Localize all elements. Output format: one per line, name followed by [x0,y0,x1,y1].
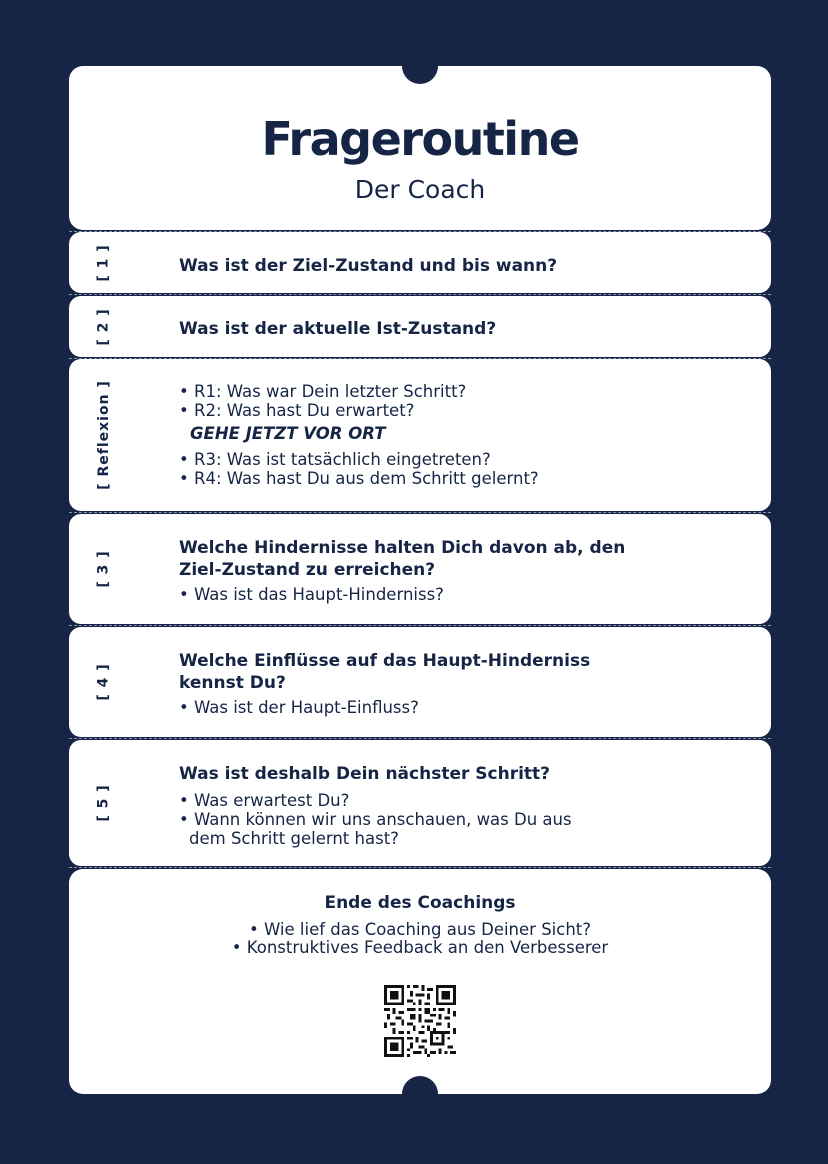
brand-logo: Frageroutine [261,112,579,166]
question-text: kennst Du? [179,673,286,693]
bullet-item: • Was ist der Haupt-Einfluss? [179,698,419,717]
bullet-continuation: dem Schritt gelernt hast? [189,829,399,848]
step-content-reflexion [179,382,649,488]
top-notch [402,48,438,84]
bullet-item: • Was erwartest Du? [179,791,350,810]
page-subtitle: Der Coach [354,175,486,204]
bullet-item: • R2: Was hast Du erwartet? [179,401,415,420]
step-label-5: [ 5 ] [95,784,112,822]
question-text: Was ist der Ziel-Zustand und bis wann? [179,256,558,276]
bullet-item: • R4: Was hast Du aus dem Schritt gelernt? [179,469,539,488]
question-text: Ziel-Zustand zu erreichen? [179,560,436,580]
dashed-divider [69,358,771,359]
step-content-3 [179,537,649,604]
step-label-2: [ 2 ] [95,307,112,346]
dashed-divider [69,625,771,626]
end-bullet: • Wie lief das Coaching aus Deiner Sicht? [248,920,592,939]
step-content-5 [179,763,649,848]
qr-code-icon[interactable] [384,985,456,1057]
step-label-reflexion: [ Reflexion ] [96,380,112,490]
step-content-2 [179,318,649,340]
question-text: Welche Hindernisse halten Dich davon ab, den [179,538,626,558]
step-content-4 [179,650,649,717]
bullet-item: • R1: Was war Dein letzter Schritt? [179,382,467,401]
end-title: Ende des Coachings [324,893,516,913]
bullet-item: • Wann können wir uns anschauen, was Du aus [179,810,572,829]
step-label-3: [ 3 ] [95,550,112,588]
step-content-1 [179,255,649,277]
dashed-divider [69,294,771,295]
bullet-item: • Was ist das Haupt-Hinderniss? [179,585,444,604]
end-bullet: • Konstruktives Feedback an den Verbesserer [231,938,609,957]
dashed-divider [69,231,771,232]
step-label-4: [ 4 ] [95,663,112,701]
dashed-divider [69,512,771,513]
bottom-notch [402,1076,438,1112]
question-text: Was ist deshalb Dein nächster Schritt? [179,764,551,784]
step-label-1: [ 1 ] [95,243,112,282]
question-text: Welche Einflüsse auf das Haupt-Hinderniss [179,651,591,671]
dashed-divider [69,738,771,739]
question-text: Was ist der aktuelle Ist-Zustand? [179,319,497,339]
emphasis-instruction: GEHE JETZT VOR ORT [190,424,386,443]
dashed-divider [69,867,771,868]
bullet-item: • R3: Was ist tatsächlich eingetreten? [179,450,491,469]
